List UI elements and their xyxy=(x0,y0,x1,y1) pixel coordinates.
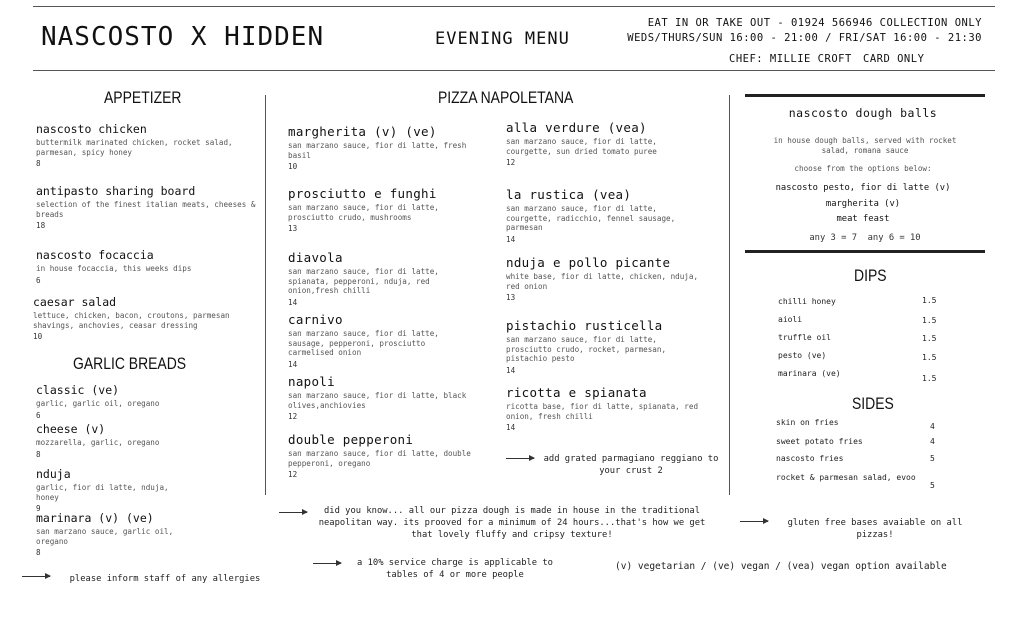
pizza-item xyxy=(506,188,726,244)
item-name: carnivo xyxy=(288,312,343,327)
opening-hours: WEDS/THURS/SUN 16:00 - 21:00 / FRI/SAT 16:00 - 21:30 xyxy=(627,32,982,44)
dough-option: margherita (v) xyxy=(825,199,901,209)
dough-balls-choose: choose from the options below: xyxy=(794,164,932,173)
allergies-note xyxy=(22,566,260,585)
menu-subtitle: EVENING MENU xyxy=(435,29,570,49)
item-price: 14 xyxy=(506,234,516,244)
top-rule xyxy=(33,6,995,7)
arrow-icon xyxy=(279,512,307,513)
left-column-divider xyxy=(265,95,266,495)
item-price: 14 xyxy=(506,365,516,375)
arrow-icon xyxy=(313,563,341,564)
item-name: classic (ve) xyxy=(36,383,120,397)
item-description: in house focaccia, this weeks dips xyxy=(36,264,192,273)
dip-name: marinara (ve) xyxy=(778,369,841,378)
dip-name: pesto (ve) xyxy=(778,351,827,360)
menu-item xyxy=(36,467,186,513)
item-description: buttermilk marinated chicken, rocket salad, parmesan, spicy honey xyxy=(36,138,233,157)
item-price: 8 xyxy=(36,159,41,168)
pizza-item xyxy=(288,433,508,479)
dough-note: did you know... all our pizza dough is made in house in the traditional neapolitan way. its prooved for a minimum of 24 hours...that's how we get that lovely fluffy and cripsy texture! xyxy=(318,506,706,540)
item-name: cheese (v) xyxy=(36,422,106,436)
item-description: garlic, garlic oil, oregano xyxy=(36,399,160,408)
item-name: nduja e pollo picante xyxy=(506,255,671,270)
dip-price: 1.5 xyxy=(922,353,937,362)
item-description: white base, fior di latte, chicken, nduja, red onion xyxy=(506,272,699,291)
item-name: la rustica (vea) xyxy=(506,187,632,202)
side-price: 4 xyxy=(930,437,935,446)
side-name: skin on fries xyxy=(776,418,839,427)
item-name: alla verdure (vea) xyxy=(506,120,647,135)
item-description: san marzano sauce, fior di latte, courgette, sun dried tomato puree xyxy=(506,137,657,156)
pizza-item xyxy=(506,386,726,432)
item-price: 12 xyxy=(506,158,516,167)
item-description: san marzano sauce, fior di latte, prosciutto crudo, rocket, parmesan, pistachio pesto xyxy=(506,335,667,363)
item-description: san marzano sauce, garlic oil, oregano xyxy=(36,527,174,546)
appetizer-heading: APPETIZER xyxy=(104,88,182,107)
side-price: 5 xyxy=(930,481,935,490)
dip-price: 1.5 xyxy=(922,316,937,325)
dip-name: truffle oil xyxy=(778,333,831,342)
item-name: antipasto sharing board xyxy=(36,184,196,198)
item-name: pistachio rusticella xyxy=(506,318,663,333)
item-description: san marzano sauce, fior di latte, black olives,anchiovies xyxy=(288,391,467,410)
item-price: 8 xyxy=(36,548,41,557)
dough-option: nascosto pesto, fior di latte (v) xyxy=(775,183,951,193)
arrow-icon xyxy=(22,576,50,577)
menu-item xyxy=(36,511,196,557)
dip-price: 1.5 xyxy=(922,374,937,383)
garlic-breads-heading: GARLIC BREADS xyxy=(73,354,187,373)
pizza-heading: PIZZA NAPOLETANA xyxy=(438,88,574,107)
menu-item xyxy=(36,383,256,420)
payment-info: CARD ONLY xyxy=(863,53,925,65)
dough-balls-title: nascosto dough balls xyxy=(788,106,938,120)
pizza-item xyxy=(288,375,508,421)
item-price: 14 xyxy=(288,297,298,307)
pizza-item xyxy=(288,187,508,233)
dough-balls-description: in house dough balls, served with rocket salad, romana sauce xyxy=(773,136,957,155)
item-price: 6 xyxy=(36,275,41,285)
item-description: selection of the finest italian meats, cheeses & breads xyxy=(36,200,256,219)
header-rule xyxy=(33,70,995,71)
item-name: caesar salad xyxy=(33,295,117,309)
contact-line: EAT IN OR TAKE OUT - 01924 566946 COLLECTION ONLY xyxy=(647,17,982,29)
item-description: san marzano sauce, fior di latte, spianata, pepperoni, nduja, red onion,fresh chilli xyxy=(288,267,439,295)
side-price: 5 xyxy=(930,454,935,463)
item-price: 10 xyxy=(33,332,43,341)
item-name: ricotta e spianata xyxy=(506,385,647,400)
item-name: prosciutto e funghi xyxy=(288,186,437,201)
gluten-free-note: gluten free bases avaiable on all pizzas! xyxy=(787,518,963,540)
item-description: san marzano sauce, fior di latte, sausage, pepperoni, prosciutto carmelised onion xyxy=(288,329,439,357)
dough-pricing: any 3 = 7 any 6 = 10 xyxy=(809,233,921,243)
parmigiano-text: add grated parmagiano reggiano to your crust 2 xyxy=(543,454,719,476)
dip-price: 1.5 xyxy=(922,334,937,343)
item-description: san marzano sauce, fior di latte, double pepperoni, oregano xyxy=(288,449,471,468)
menu-item xyxy=(33,295,253,341)
side-name: rocket & parmesan salad, evoo xyxy=(776,473,916,482)
dietary-legend: (v) vegetarian / (ve) vegan / (vea) vegan option available xyxy=(615,561,947,572)
item-name: double pepperoni xyxy=(288,432,414,447)
item-price: 12 xyxy=(288,412,298,421)
item-price: 10 xyxy=(288,162,298,171)
pizza-item xyxy=(288,125,508,171)
item-description: san marzano sauce, fior di latte, fresh basil xyxy=(288,141,467,160)
dough-box-top-rule xyxy=(745,94,985,97)
item-description: san marzano sauce, fior di latte, prosciutto crudo, mushrooms xyxy=(288,203,439,222)
menu-item xyxy=(36,184,256,230)
service-charge-note: a 10% service charge is applicable to tables of 4 or more people xyxy=(357,558,553,580)
item-price: 18 xyxy=(36,221,46,230)
item-name: nascosto chicken xyxy=(36,122,147,136)
dip-price: 1.5 xyxy=(922,296,937,305)
item-name: margherita (v) (ve) xyxy=(288,124,437,139)
menu-item xyxy=(36,248,256,285)
dough-option: meat feast xyxy=(836,214,890,224)
item-description: garlic, fior di latte, nduja, honey xyxy=(36,483,169,502)
item-name: diavola xyxy=(288,250,343,265)
item-description: lettuce, chicken, bacon, croutons, parmesan shavings, anchovies, ceasar dressing xyxy=(33,311,230,330)
item-name: marinara (v) (ve) xyxy=(36,511,154,525)
pizza-item xyxy=(288,313,508,369)
pizza-item xyxy=(506,319,726,375)
item-price: 8 xyxy=(36,449,41,459)
item-price: 13 xyxy=(288,224,298,233)
sides-heading: SIDES xyxy=(852,394,894,413)
pizza-item xyxy=(288,251,508,307)
menu-item xyxy=(36,122,256,168)
item-description: san marzano sauce, fior di latte, courgette, radicchio, fennel sausage, parmesan xyxy=(506,204,676,232)
right-column-divider xyxy=(729,95,730,495)
side-name: sweet potato fries xyxy=(776,437,863,446)
side-price: 4 xyxy=(930,422,935,431)
parmigiano-note xyxy=(506,453,726,477)
item-price: 9 xyxy=(36,504,41,513)
pizza-item xyxy=(506,121,726,167)
item-price: 14 xyxy=(506,423,516,432)
menu-item xyxy=(36,422,256,459)
restaurant-title: NASCOSTO X HIDDEN xyxy=(41,22,325,52)
item-name: nascosto focaccia xyxy=(36,248,154,262)
item-description: mozzarella, garlic, oregano xyxy=(36,438,160,447)
item-description: ricotta base, fior di latte, spianata, red onion, fresh chilli xyxy=(506,402,699,421)
item-name: nduja xyxy=(36,467,71,481)
dips-heading: DIPS xyxy=(854,266,887,285)
pizza-item xyxy=(506,256,726,302)
item-price: 13 xyxy=(506,293,516,302)
item-name: napoli xyxy=(288,374,335,389)
item-price: 12 xyxy=(288,470,298,479)
dip-name: aioli xyxy=(778,315,803,324)
item-price: 6 xyxy=(36,410,41,420)
side-name: nascosto fries xyxy=(776,454,844,463)
arrow-icon xyxy=(740,521,768,522)
chef-name: CHEF: MILLIE CROFT xyxy=(729,53,852,65)
arrow-icon xyxy=(506,458,534,459)
item-price: 14 xyxy=(288,359,298,369)
allergies-text: please inform staff of any allergies xyxy=(69,574,261,584)
dough-box-bottom-rule xyxy=(745,250,985,253)
dip-name: chilli honey xyxy=(778,297,836,306)
